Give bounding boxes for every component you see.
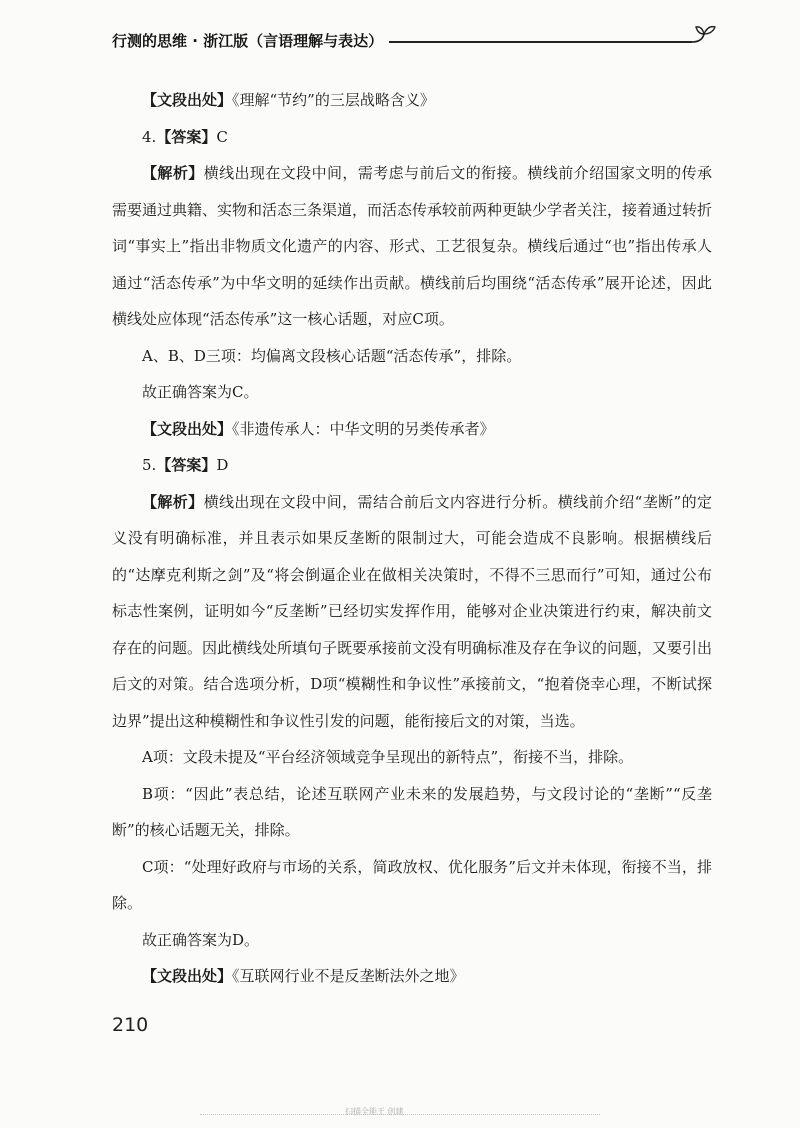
main-content [112, 82, 712, 995]
analysis-paragraph [112, 155, 712, 338]
option-paragraph: B项：“因此”表总结，论述互联网产业未来的发展趋势，与文段讨论的“垄断”“反垄断”的核心话题无关，排除。 [112, 784, 712, 839]
analysis-text: 横线出现在文段中间，需结合前后文内容进行分析。横线前介绍“垄断”的定义没有明确标准，并且表示如果反垄断的限制过大，可能会造成不良影响。根据横线后的“达摩克利斯之剑”及“将会倒逼企业在做相关决策时，不得不三思而行”可知，通过公布标志性案例，证明如今“反垄断”已经切实发挥作用，能够对企业决策进行约束，解决前文存在的问题。因此横线处所填句子既要承接前文没有明确标准及存在争议的问题，又要引出后文的对策。结合选项分析，D项“模糊性和争议性”承接前文，“抱着侥幸心理，不断试探边界”提出这种模糊性和争议性引发的问题，能衔接后文的对策，当选。 [112, 492, 713, 730]
conclusion-paragraph: 故正确答案为C。 [142, 383, 259, 401]
running-header [112, 22, 712, 58]
source-tag: 【文段出处】 [142, 419, 233, 438]
source-title: 《互联网行业不是反垄断法外之地》 [232, 967, 465, 985]
source-paragraph [112, 958, 712, 995]
source-title: 《理解“节约”的三层战略含义》 [232, 91, 435, 109]
answer-paragraph [112, 119, 712, 156]
conclusion-paragraph: 故正确答案为D。 [142, 930, 260, 949]
scan-watermark: 扫描全能王 创建 [345, 1107, 404, 1116]
analysis-tag: 【解析】 [142, 164, 204, 182]
answer-tag: 【答案】 [156, 127, 217, 146]
analysis-text: 横线出现在文段中间，需考虑与前后文的衔接。横线前介绍国家文明的传承需要通过典籍、实物和活态三条渠道，而活态传承较前两种更缺少学者关注，接着通过转折词“事实上”指出非物质文化遗产的内容、形式、工艺很复杂。横线后通过“也”指出传承人通过“活态传承”为中华文明的延续作出贡献。横线前后均围绕“活态传承”展开论述，因此横线处应体现“活态传承”这一核心话题，对应C项。 [112, 164, 713, 328]
analysis-tag: 【解析】 [142, 492, 204, 511]
sprout-icon [688, 22, 718, 52]
option-paragraph: A项：文段未提及“平台经济领域竞争呈现出的新特点”，衔接不当，排除。 [142, 748, 634, 766]
question-number: 4. [142, 127, 157, 146]
question-number: 5. [142, 456, 157, 474]
answer-value: D [216, 456, 229, 474]
source-tag: 【文段出处】 [142, 91, 233, 109]
page-number: 210 [112, 1014, 149, 1036]
answer-value: C [216, 127, 228, 146]
source-title: 《非遗传承人：中华文明的另类传承者》 [232, 419, 495, 438]
source-paragraph [112, 82, 712, 119]
option-paragraph: A、B、D三项：均偏离文段核心话题“活态传承”，排除。 [142, 346, 522, 365]
header-title: 行测的思维 · 浙江版（言语理解与表达） [112, 30, 389, 51]
source-paragraph [112, 411, 712, 448]
source-tag: 【文段出处】 [142, 967, 233, 985]
option-paragraph: C项：“处理好政府与市场的关系，简政放权、优化服务”后文并未体现，衔接不当，排除。 [112, 857, 712, 912]
answer-tag: 【答案】 [156, 456, 217, 474]
analysis-paragraph [112, 484, 712, 740]
answer-paragraph [112, 447, 712, 484]
